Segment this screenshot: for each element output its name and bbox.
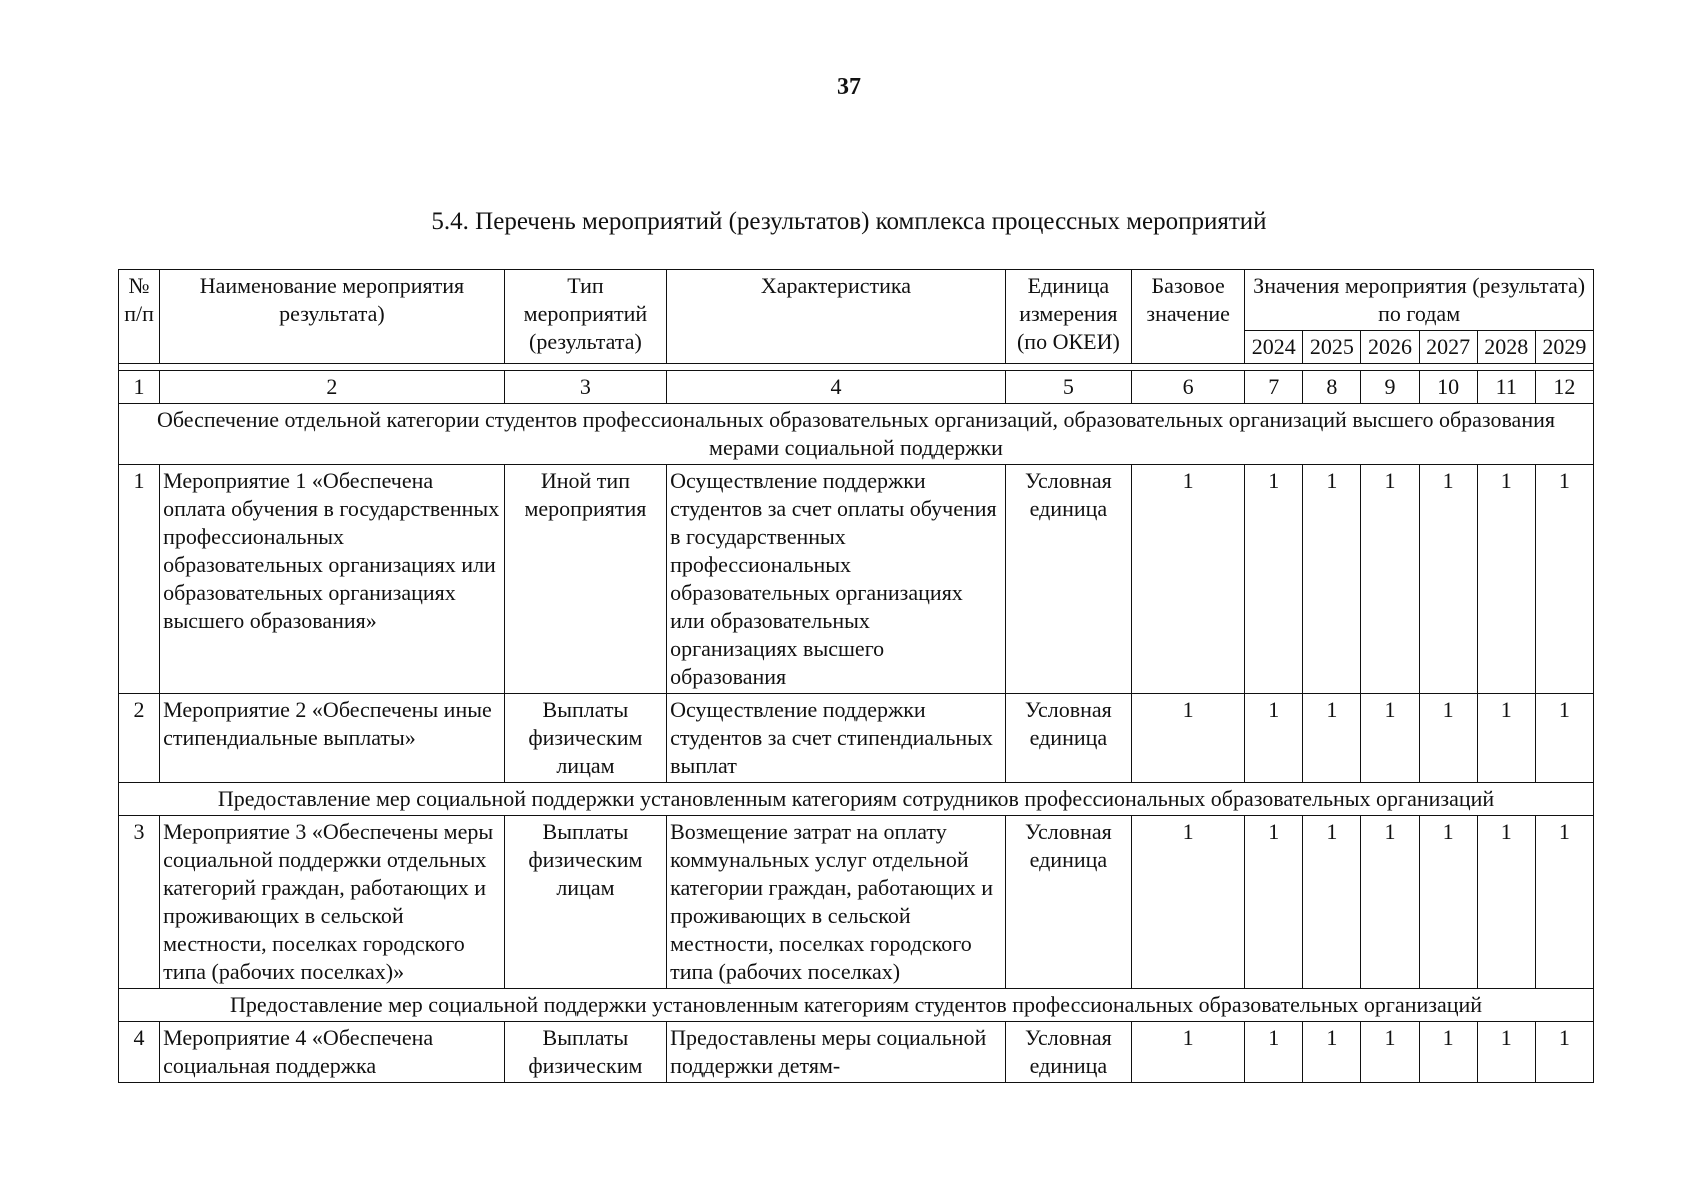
row-unit: Условная единица [1005, 465, 1131, 694]
row-year-value: 1 [1361, 465, 1419, 694]
header-row [119, 270, 1594, 331]
column-number: 5 [1005, 371, 1131, 404]
row-num: 2 [119, 694, 160, 783]
header-year: 2028 [1477, 331, 1535, 364]
section-header-row [119, 404, 1594, 465]
row-year-value: 1 [1419, 465, 1477, 694]
column-number: 6 [1132, 371, 1245, 404]
row-characteristic: Осуществление поддержки студентов за счет оплаты обучения в государственных профессиональных образовательных организациях или образовательных организациях высшего образования [667, 465, 1006, 694]
row-year-value: 1 [1477, 465, 1535, 694]
row-year-value: 1 [1477, 816, 1535, 989]
table-row [119, 465, 1594, 694]
table-row [119, 694, 1594, 783]
row-year-value: 1 [1477, 1022, 1535, 1083]
row-base-value: 1 [1132, 1022, 1245, 1083]
header-characteristic: Характеристика [667, 270, 1006, 364]
column-number: 8 [1303, 371, 1361, 404]
header-values-by-year: Значения мероприятия (результата) по годам [1245, 270, 1594, 331]
row-base-value: 1 [1132, 816, 1245, 989]
row-year-value: 1 [1361, 1022, 1419, 1083]
header-num: № п/п [119, 270, 160, 364]
row-year-value: 1 [1245, 1022, 1303, 1083]
row-base-value: 1 [1132, 465, 1245, 694]
row-year-value: 1 [1361, 816, 1419, 989]
table-row [119, 1022, 1594, 1083]
row-num: 3 [119, 816, 160, 989]
row-year-value: 1 [1245, 465, 1303, 694]
row-year-value: 1 [1245, 816, 1303, 989]
section-title: Предоставление мер социальной поддержки установленным категориям сотрудников профессиональных образовательных организаций [119, 783, 1594, 816]
header-base-value: Базовое значение [1132, 270, 1245, 364]
document-title: 5.4. Перечень мероприятий (результатов) комплекса процессных мероприятий [431, 208, 1267, 235]
row-year-value: 1 [1535, 1022, 1593, 1083]
row-num: 4 [119, 1022, 160, 1083]
column-number: 10 [1419, 371, 1477, 404]
row-year-value: 1 [1303, 465, 1361, 694]
column-number: 11 [1477, 371, 1535, 404]
row-characteristic: Предоставлены меры социальной поддержки детям- [667, 1022, 1006, 1083]
events-table [118, 269, 1594, 1083]
header-year: 2025 [1303, 331, 1361, 364]
column-number-row [119, 371, 1594, 404]
row-unit: Условная единица [1005, 694, 1131, 783]
row-name: Мероприятие 3 «Обеспечены меры социальной поддержки отдельных категорий граждан, работающих и проживающих в сельской местности, поселках городского типа (рабочих поселках)» [160, 816, 505, 989]
section-header-row [119, 989, 1594, 1022]
row-year-value: 1 [1477, 694, 1535, 783]
row-year-value: 1 [1419, 694, 1477, 783]
section-title: Предоставление мер социальной поддержки установленным категориям студентов профессиональных образовательных организаций [119, 989, 1594, 1022]
column-number: 7 [1245, 371, 1303, 404]
column-number: 9 [1361, 371, 1419, 404]
row-name: Мероприятие 1 «Обеспечена оплата обучения в государственных профессиональных образовательных организациях или образовательных организациях высшего образования» [160, 465, 505, 694]
row-characteristic: Возмещение затрат на оплату коммунальных услуг отдельной категории граждан, работающих и проживающих в сельской местности, поселках городского типа (рабочих поселках) [667, 816, 1006, 989]
column-number: 1 [119, 371, 160, 404]
column-number: 3 [504, 371, 666, 404]
header-unit: Единица измерения (по ОКЕИ) [1005, 270, 1131, 364]
row-characteristic: Осуществление поддержки студентов за счет стипендиальных выплат [667, 694, 1006, 783]
row-type: Выплаты физическим лицам [504, 694, 666, 783]
row-unit: Условная единица [1005, 1022, 1131, 1083]
row-year-value: 1 [1419, 816, 1477, 989]
column-number: 2 [160, 371, 505, 404]
header-year: 2029 [1535, 331, 1593, 364]
column-number: 4 [667, 371, 1006, 404]
row-year-value: 1 [1535, 465, 1593, 694]
row-year-value: 1 [1303, 694, 1361, 783]
row-name: Мероприятие 4 «Обеспечена социальная поддержка [160, 1022, 505, 1083]
row-type: Выплаты физическим лицам [504, 816, 666, 989]
page-number: 37 [837, 74, 861, 100]
row-type: Выплаты физическим [504, 1022, 666, 1083]
header-year: 2027 [1419, 331, 1477, 364]
row-year-value: 1 [1303, 816, 1361, 989]
row-base-value: 1 [1132, 694, 1245, 783]
table-row [119, 816, 1594, 989]
header-separator [119, 364, 1594, 371]
section-title: Обеспечение отдельной категории студентов профессиональных образовательных организаций, образовательных организаций высшего образования мерами социальной поддержки [119, 404, 1594, 465]
section-header-row [119, 783, 1594, 816]
row-year-value: 1 [1419, 1022, 1477, 1083]
row-year-value: 1 [1535, 694, 1593, 783]
row-type: Иной тип мероприятия [504, 465, 666, 694]
header-type: Тип мероприятий (результата) [504, 270, 666, 364]
header-name: Наименование мероприятия результата) [160, 270, 505, 364]
row-unit: Условная единица [1005, 816, 1131, 989]
column-number: 12 [1535, 371, 1593, 404]
row-num: 1 [119, 465, 160, 694]
row-year-value: 1 [1303, 1022, 1361, 1083]
header-year: 2024 [1245, 331, 1303, 364]
header-year: 2026 [1361, 331, 1419, 364]
row-name: Мероприятие 2 «Обеспечены иные стипендиальные выплаты» [160, 694, 505, 783]
row-year-value: 1 [1245, 694, 1303, 783]
separator-cell [119, 364, 1594, 371]
row-year-value: 1 [1361, 694, 1419, 783]
row-year-value: 1 [1535, 816, 1593, 989]
